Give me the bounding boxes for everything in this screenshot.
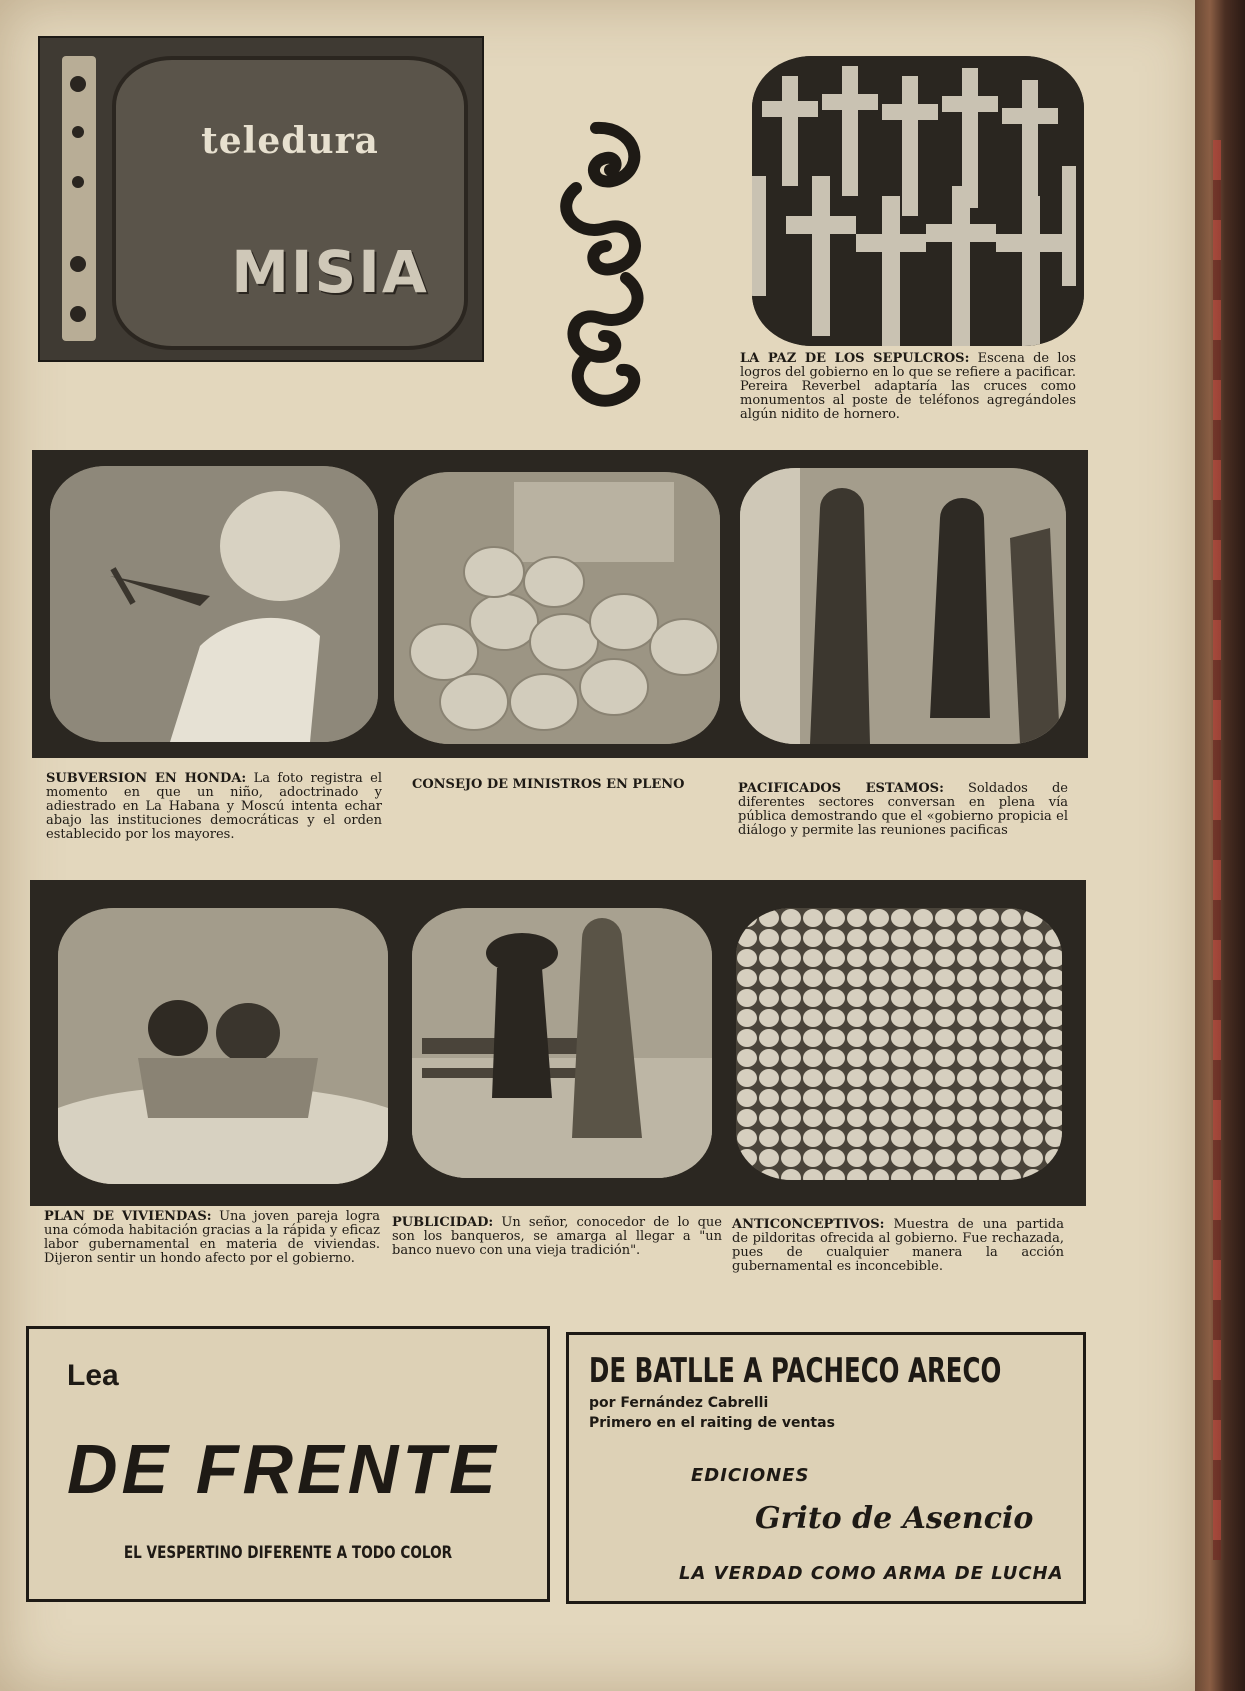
publisher-name: Grito de Asencio bbox=[755, 1501, 1034, 1536]
book-ranking: Primero en el raiting de ventas bbox=[589, 1415, 835, 1431]
row2-caption-1 bbox=[44, 1210, 380, 1266]
crosses-caption bbox=[740, 352, 1076, 422]
row1-caption-3 bbox=[738, 782, 1068, 838]
caption-text: Escena de los logros del gobierno en lo que se refiere a pacificar. Pereira Reverbel adaptaría las cruces como monumentos al poste de teléfonos agregándoles algún nidito de hornero. bbox=[740, 351, 1076, 422]
caption-title: PACIFICADOS ESTAMOS: bbox=[738, 781, 944, 796]
teledura-header-box bbox=[38, 36, 484, 362]
bench-couple-photo bbox=[412, 908, 712, 1178]
filmstrip-row-2 bbox=[30, 880, 1086, 1206]
tv-knob-icon bbox=[72, 176, 84, 188]
caption-text: Un señor, conocedor de lo que son los banqueros, se amarga al llegar a "un banco nuevo con una vieja tradición". bbox=[392, 1215, 722, 1258]
spiral-ornament-icon bbox=[556, 118, 656, 414]
book-binding bbox=[1195, 0, 1245, 1691]
book-title: DE BATLLE A PACHECO ARECO bbox=[589, 1351, 1002, 1391]
caption-title: CONSEJO DE MINISTROS EN PLENO bbox=[412, 777, 685, 792]
caption-title: PLAN DE VIVIENDAS: bbox=[44, 1209, 212, 1224]
caption-title: SUBVERSION EN HONDA: bbox=[46, 771, 247, 786]
caption-text: Muestra de una partida de pildoritas ofrecida al gobierno. Fue rechazada, pues de cualquier manera la acción gubernamental es inconcebible. bbox=[732, 1217, 1064, 1274]
caption-text: La foto registra el momento en que un niño, adoctrinado y adiestrado en La Habana y Moscú intenta echar abajo las instituciones democráticas y el orden establecido por los mayores. bbox=[46, 771, 382, 842]
section-title: teledura bbox=[201, 120, 379, 162]
tv-knob-icon bbox=[72, 126, 84, 138]
caption-title: PUBLICIDAD: bbox=[392, 1215, 494, 1230]
balloons-photo bbox=[394, 472, 720, 744]
column-name: MISIA bbox=[231, 238, 429, 306]
couple-hole-photo bbox=[58, 908, 388, 1184]
tv-knob-icon bbox=[70, 76, 86, 92]
ad-lead-text: Lea bbox=[67, 1359, 119, 1392]
filmstrip-row-1 bbox=[32, 450, 1088, 758]
row1-caption-1 bbox=[46, 772, 382, 842]
pills-photo bbox=[736, 908, 1062, 1180]
book-author: por Fernández Cabrelli bbox=[589, 1395, 769, 1411]
tv-control-panel bbox=[62, 56, 96, 341]
ad-title: DE FRENTE bbox=[67, 1430, 500, 1508]
row2-caption-2 bbox=[392, 1216, 722, 1258]
caption-text: Una joven pareja logra una cómoda habitación gracias a la rápida y eficaz labor gubernamental en materia de viviendas. Dijeron sentir un hondo afecto por el gobierno. bbox=[44, 1209, 380, 1266]
crosses-photo bbox=[752, 56, 1084, 346]
ad-tagline: EL VESPERTINO DIFERENTE A TODO COLOR bbox=[123, 1543, 453, 1563]
publisher-label: EDICIONES bbox=[691, 1465, 810, 1486]
ad-de-frente bbox=[26, 1326, 550, 1602]
publisher-motto: LA VERDAD COMO ARMA DE LUCHA bbox=[679, 1563, 1064, 1584]
slingshot-boy-photo bbox=[50, 466, 378, 742]
binding-stripe bbox=[1213, 140, 1221, 1560]
row2-caption-3 bbox=[732, 1218, 1064, 1274]
caption-title: LA PAZ DE LOS SEPULCROS: bbox=[740, 351, 970, 366]
caption-text: Soldados de diferentes sectores conversan en plena vía pública demostrando que el «gobierno propicia el diálogo y permite las reuniones pacificas bbox=[738, 781, 1068, 838]
tv-knob-icon bbox=[70, 306, 86, 322]
row1-caption-2 bbox=[412, 778, 722, 792]
caption-title: ANTICONCEPTIVOS: bbox=[732, 1217, 885, 1232]
ad-ediciones bbox=[566, 1332, 1086, 1604]
tv-screen bbox=[112, 56, 468, 350]
tv-knob-icon bbox=[70, 256, 86, 272]
soldiers-photo bbox=[740, 468, 1066, 744]
